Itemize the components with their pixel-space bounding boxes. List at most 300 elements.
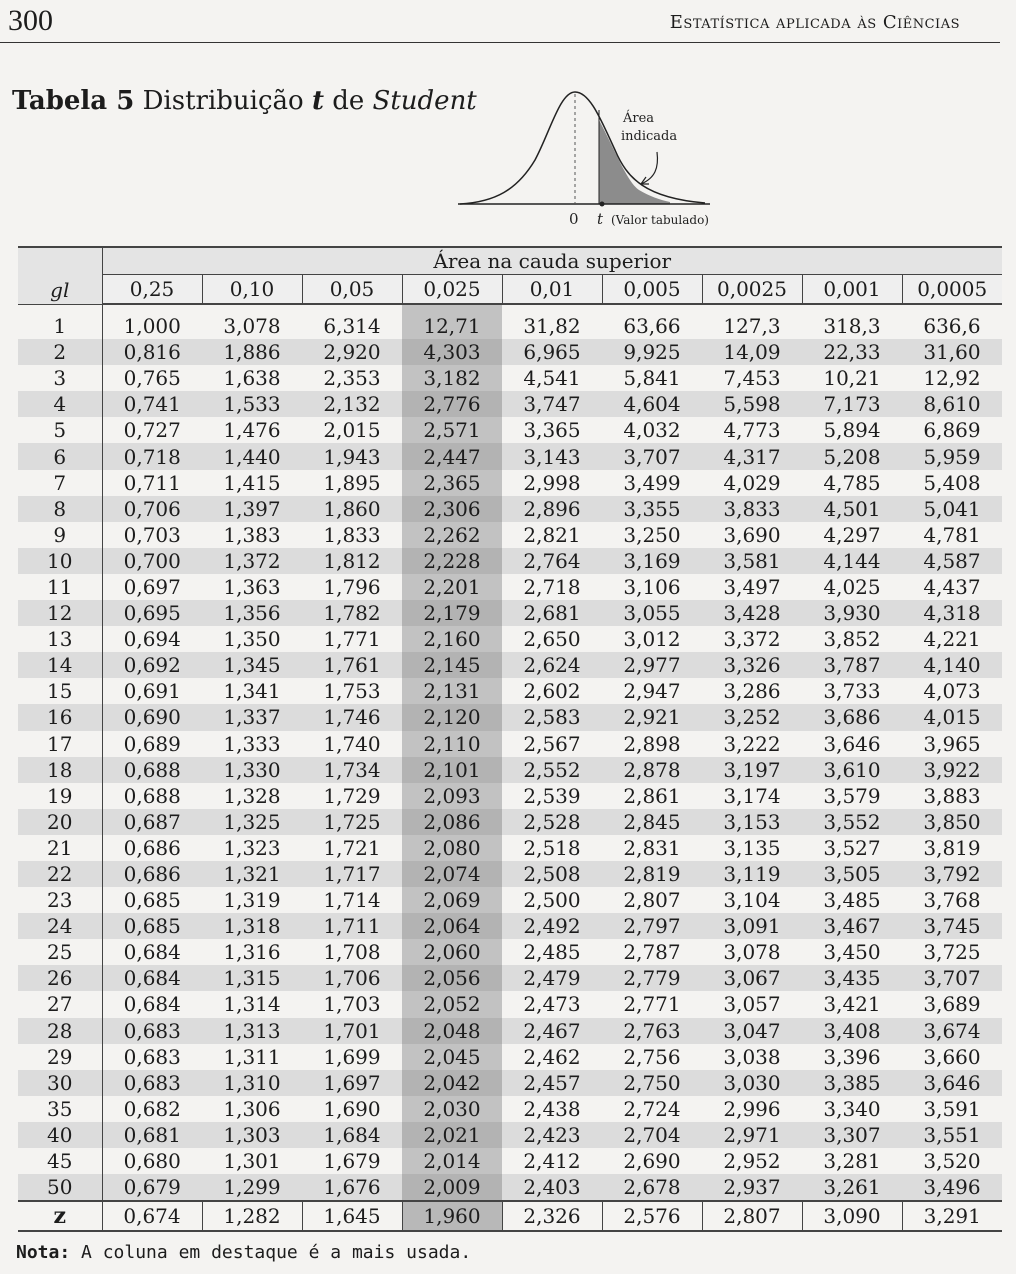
value-cell: 1,299 bbox=[202, 1174, 302, 1201]
value-cell: 2,056 bbox=[402, 965, 502, 991]
value-cell: 2,048 bbox=[402, 1018, 502, 1044]
value-cell: 31,60 bbox=[902, 339, 1002, 365]
column-header: 0,005 bbox=[602, 275, 702, 305]
value-cell: 2,779 bbox=[602, 965, 702, 991]
value-cell: 2,896 bbox=[502, 496, 602, 522]
value-cell: 1,415 bbox=[223, 470, 281, 495]
value-cell: 2,861 bbox=[623, 783, 681, 808]
value-cell: 1,321 bbox=[202, 861, 302, 887]
value-cell: 0,680 bbox=[123, 1149, 181, 1174]
value-cell: 0,689 bbox=[123, 731, 181, 756]
gl-cell: 7 bbox=[18, 470, 102, 496]
value-cell: 1,310 bbox=[202, 1070, 302, 1096]
value-cell: 2,228 bbox=[402, 548, 502, 574]
value-cell: 3,252 bbox=[702, 704, 802, 730]
note-text: A coluna em destaque é a mais usada. bbox=[81, 1242, 472, 1263]
table-row bbox=[18, 304, 1002, 339]
value-cell: 4,303 bbox=[402, 339, 502, 365]
value-cell: 3,792 bbox=[902, 861, 1002, 887]
value-cell: 0,682 bbox=[123, 1096, 181, 1121]
table-row bbox=[18, 626, 1002, 652]
value-cell: 2,086 bbox=[402, 809, 502, 835]
value-cell: 1,313 bbox=[202, 1018, 302, 1044]
value-cell: 31,82 bbox=[523, 314, 581, 339]
column-header: 0,10 bbox=[202, 275, 302, 305]
gl-cell: 22 bbox=[18, 861, 102, 887]
tabulated-label: (Valor tabulado) bbox=[611, 213, 709, 227]
table-row bbox=[18, 861, 1002, 887]
value-cell: 3,119 bbox=[702, 861, 802, 887]
label-arrow bbox=[641, 152, 657, 184]
value-cell: 3,690 bbox=[723, 522, 781, 547]
value-cell: 3,169 bbox=[602, 548, 702, 574]
value-cell: 2,438 bbox=[523, 1096, 581, 1121]
value-cell: 0,686 bbox=[123, 835, 181, 860]
value-cell: 12,92 bbox=[923, 366, 981, 391]
value-cell: 1,000 bbox=[123, 314, 181, 339]
value-cell: 3,787 bbox=[802, 652, 902, 678]
gl-cell: 25 bbox=[18, 939, 102, 965]
value-cell: 1,690 bbox=[323, 1096, 381, 1121]
table-row bbox=[18, 757, 1002, 783]
value-cell: 2,831 bbox=[623, 835, 681, 860]
table-row bbox=[18, 835, 1002, 861]
table-row bbox=[18, 600, 1002, 626]
value-cell: 3,485 bbox=[823, 888, 881, 913]
value-cell: 2,132 bbox=[302, 391, 402, 417]
value-cell: 0,697 bbox=[123, 574, 181, 599]
column-header: 0,025 bbox=[402, 275, 502, 305]
value-cell: 0,683 bbox=[102, 1070, 202, 1096]
value-cell: 3,450 bbox=[823, 940, 881, 965]
title-t: t bbox=[311, 86, 324, 116]
value-cell: 0,703 bbox=[123, 522, 181, 547]
value-cell: 7,173 bbox=[802, 391, 902, 417]
value-cell: 1,679 bbox=[323, 1149, 381, 1174]
value-cell: 5,208 bbox=[802, 443, 902, 469]
value-cell: 0,690 bbox=[102, 704, 202, 730]
table-row bbox=[18, 417, 1002, 443]
value-cell: 2,756 bbox=[623, 1044, 681, 1069]
value-cell: 1,740 bbox=[323, 731, 381, 756]
value-cell: 4,773 bbox=[723, 418, 781, 443]
value-cell: 3,055 bbox=[602, 600, 702, 626]
value-cell: 1,701 bbox=[302, 1018, 402, 1044]
gl-cell: 2 bbox=[18, 339, 102, 365]
area-label-2: indicada bbox=[621, 129, 678, 144]
gl-cell: 18 bbox=[18, 757, 102, 783]
gl-cell: 5 bbox=[18, 417, 102, 443]
value-cell: 3,747 bbox=[502, 391, 602, 417]
table-row bbox=[18, 470, 1002, 496]
gl-cell: 3 bbox=[18, 365, 102, 391]
value-cell: 3,965 bbox=[923, 731, 981, 756]
table-row bbox=[18, 704, 1002, 730]
value-cell: 2,996 bbox=[723, 1096, 781, 1121]
value-cell: 3,143 bbox=[502, 443, 602, 469]
value-cell: 4,073 bbox=[923, 679, 981, 704]
value-cell: 2,947 bbox=[623, 679, 681, 704]
value-cell: 63,66 bbox=[623, 314, 681, 339]
value-cell: 1,372 bbox=[202, 548, 302, 574]
gl-cell: 16 bbox=[18, 704, 102, 730]
value-cell: 2,069 bbox=[402, 887, 502, 913]
table-row bbox=[18, 887, 1002, 913]
value-cell: 0,688 bbox=[102, 757, 202, 783]
value-cell: 3,421 bbox=[823, 992, 881, 1017]
value-cell: 2,539 bbox=[523, 783, 581, 808]
value-cell: 0,688 bbox=[123, 783, 181, 808]
value-cell: 1,350 bbox=[223, 627, 281, 652]
value-cell: 3,819 bbox=[923, 835, 981, 860]
value-cell: 3,396 bbox=[823, 1044, 881, 1069]
value-cell: 2,145 bbox=[402, 652, 502, 678]
value-cell: 3,038 bbox=[723, 1044, 781, 1069]
value-cell: 1,314 bbox=[223, 992, 281, 1017]
value-cell: 0,711 bbox=[123, 470, 181, 495]
value-cell: 0,687 bbox=[102, 809, 202, 835]
value-cell: 2,518 bbox=[523, 835, 581, 860]
value-cell: 3,174 bbox=[723, 783, 781, 808]
value-cell: 1,684 bbox=[302, 1122, 402, 1148]
value-cell: 2,262 bbox=[402, 522, 502, 548]
value-cell: 2,819 bbox=[602, 861, 702, 887]
value-cell: 2,750 bbox=[602, 1070, 702, 1096]
table-row bbox=[18, 522, 1002, 548]
value-cell: 3,030 bbox=[702, 1070, 802, 1096]
value-cell: 3,610 bbox=[802, 757, 902, 783]
gl-cell: 45 bbox=[18, 1148, 102, 1174]
value-cell: 318,3 bbox=[823, 314, 881, 339]
value-cell: 3,496 bbox=[902, 1174, 1002, 1201]
value-cell: 5,598 bbox=[702, 391, 802, 417]
gl-cell: 10 bbox=[18, 548, 102, 574]
value-cell: 0,765 bbox=[123, 366, 181, 391]
value-cell: 3,527 bbox=[823, 835, 881, 860]
value-cell: 2,473 bbox=[523, 992, 581, 1017]
value-cell: 1,676 bbox=[302, 1174, 402, 1201]
gl-header: gl bbox=[18, 247, 102, 304]
value-cell: 1,337 bbox=[202, 704, 302, 730]
value-cell: 127,3 bbox=[723, 314, 781, 339]
value-cell: 2,508 bbox=[502, 861, 602, 887]
value-cell: 1,325 bbox=[202, 809, 302, 835]
value-cell: 4,587 bbox=[902, 548, 1002, 574]
value-cell: 1,397 bbox=[202, 496, 302, 522]
z-value-cell: 1,282 bbox=[202, 1201, 302, 1231]
value-cell: 3,725 bbox=[923, 940, 981, 965]
value-cell: 1,699 bbox=[323, 1044, 381, 1069]
zero-label: 0 bbox=[569, 210, 579, 228]
table-row bbox=[18, 496, 1002, 522]
z-value-cell: 3,090 bbox=[802, 1201, 902, 1231]
value-cell: 3,497 bbox=[723, 574, 781, 599]
value-cell: 3,197 bbox=[702, 757, 802, 783]
z-value-cell: 2,326 bbox=[502, 1201, 602, 1231]
value-cell: 2,998 bbox=[523, 470, 581, 495]
value-cell: 2,179 bbox=[402, 600, 502, 626]
value-cell: 2,845 bbox=[602, 809, 702, 835]
gl-cell: 1 bbox=[18, 304, 102, 339]
value-cell: 4,317 bbox=[702, 443, 802, 469]
value-cell: 3,733 bbox=[823, 679, 881, 704]
value-cell: 0,691 bbox=[123, 679, 181, 704]
table-row bbox=[18, 939, 1002, 965]
gl-cell: 50 bbox=[18, 1174, 102, 1201]
z-value-cell: 2,807 bbox=[702, 1201, 802, 1231]
title-student: Student bbox=[372, 86, 477, 116]
value-cell: 1,345 bbox=[202, 652, 302, 678]
value-cell: 1,318 bbox=[202, 913, 302, 939]
gl-cell: 4 bbox=[18, 391, 102, 417]
value-cell: 0,694 bbox=[123, 627, 181, 652]
value-cell: 2,678 bbox=[602, 1174, 702, 1201]
value-cell: 2,080 bbox=[402, 835, 502, 861]
value-cell: 5,959 bbox=[902, 443, 1002, 469]
value-cell: 0,685 bbox=[102, 913, 202, 939]
value-cell: 2,060 bbox=[402, 939, 502, 965]
table-row bbox=[18, 548, 1002, 574]
value-cell: 1,476 bbox=[223, 418, 281, 443]
value-cell: 1,734 bbox=[302, 757, 402, 783]
value-cell: 2,021 bbox=[402, 1122, 502, 1148]
value-cell: 1,725 bbox=[302, 809, 402, 835]
table-row bbox=[18, 1148, 1002, 1174]
value-cell: 5,841 bbox=[623, 366, 681, 391]
value-cell: 3,883 bbox=[923, 783, 981, 808]
gl-cell: 29 bbox=[18, 1044, 102, 1070]
value-cell: 2,821 bbox=[523, 522, 581, 547]
value-cell: 1,316 bbox=[223, 940, 281, 965]
value-cell: 2,690 bbox=[623, 1149, 681, 1174]
value-cell: 3,467 bbox=[802, 913, 902, 939]
value-cell: 2,045 bbox=[402, 1044, 502, 1070]
gl-cell: 23 bbox=[18, 887, 102, 913]
value-cell: 3,852 bbox=[823, 627, 881, 652]
value-cell: 3,012 bbox=[623, 627, 681, 652]
value-cell: 1,303 bbox=[202, 1122, 302, 1148]
value-cell: 3,281 bbox=[823, 1149, 881, 1174]
value-cell: 3,326 bbox=[702, 652, 802, 678]
value-cell: 1,753 bbox=[323, 679, 381, 704]
column-header-row bbox=[18, 275, 1002, 305]
value-cell: 5,408 bbox=[923, 470, 981, 495]
value-cell: 4,140 bbox=[902, 652, 1002, 678]
table-label: Tabela 5 bbox=[12, 86, 135, 116]
value-cell: 3,047 bbox=[702, 1018, 802, 1044]
value-cell: 4,015 bbox=[902, 704, 1002, 730]
value-cell: 1,306 bbox=[223, 1096, 281, 1121]
value-cell: 1,782 bbox=[302, 600, 402, 626]
value-cell: 2,365 bbox=[402, 470, 502, 496]
title-text-b: de bbox=[332, 86, 365, 116]
value-cell: 2,064 bbox=[402, 913, 502, 939]
value-cell: 2,052 bbox=[402, 991, 502, 1017]
value-cell: 0,683 bbox=[123, 1044, 181, 1069]
value-cell: 3,385 bbox=[802, 1070, 902, 1096]
value-cell: 1,812 bbox=[302, 548, 402, 574]
value-cell: 2,937 bbox=[702, 1174, 802, 1201]
value-cell: 1,363 bbox=[223, 574, 281, 599]
column-header: 0,01 bbox=[502, 275, 602, 305]
value-cell: 2,492 bbox=[502, 913, 602, 939]
value-cell: 3,646 bbox=[902, 1070, 1002, 1096]
value-cell: 2,353 bbox=[323, 366, 381, 391]
value-cell: 2,776 bbox=[402, 391, 502, 417]
value-cell: 0,684 bbox=[102, 965, 202, 991]
value-cell: 2,030 bbox=[402, 1096, 502, 1122]
value-cell: 2,131 bbox=[402, 678, 502, 704]
value-cell: 3,307 bbox=[802, 1122, 902, 1148]
value-cell: 3,660 bbox=[923, 1044, 981, 1069]
value-cell: 2,764 bbox=[502, 548, 602, 574]
table-row bbox=[18, 965, 1002, 991]
value-cell: 2,921 bbox=[602, 704, 702, 730]
value-cell: 2,120 bbox=[402, 704, 502, 730]
gl-cell: 9 bbox=[18, 522, 102, 548]
value-cell: 3,689 bbox=[923, 992, 981, 1017]
value-cell: 8,610 bbox=[902, 391, 1002, 417]
gl-cell: 19 bbox=[18, 783, 102, 809]
value-cell: 3,686 bbox=[802, 704, 902, 730]
running-head: Estatística aplicada às Ciências bbox=[669, 12, 960, 33]
value-cell: 2,650 bbox=[523, 627, 581, 652]
value-cell: 2,160 bbox=[402, 626, 502, 652]
value-cell: 3,261 bbox=[802, 1174, 902, 1201]
value-cell: 1,301 bbox=[223, 1149, 281, 1174]
column-header: 0,05 bbox=[302, 275, 402, 305]
value-cell: 1,330 bbox=[202, 757, 302, 783]
z-value-cell: 3,291 bbox=[902, 1201, 1002, 1231]
value-cell: 4,144 bbox=[802, 548, 902, 574]
value-cell: 4,029 bbox=[723, 470, 781, 495]
value-cell: 3,078 bbox=[723, 940, 781, 965]
value-cell: 1,533 bbox=[202, 391, 302, 417]
value-cell: 1,356 bbox=[202, 600, 302, 626]
value-cell: 3,428 bbox=[702, 600, 802, 626]
z-value-cell: 1,960 bbox=[402, 1201, 502, 1231]
value-cell: 0,741 bbox=[102, 391, 202, 417]
value-cell: 2,571 bbox=[402, 417, 502, 443]
value-cell: 2,423 bbox=[502, 1122, 602, 1148]
t-table bbox=[18, 246, 1002, 1232]
value-cell: 6,869 bbox=[923, 418, 981, 443]
value-cell: 0,727 bbox=[123, 418, 181, 443]
value-cell: 0,684 bbox=[123, 992, 181, 1017]
value-cell: 1,761 bbox=[302, 652, 402, 678]
value-cell: 1,319 bbox=[223, 888, 281, 913]
value-cell: 3,833 bbox=[702, 496, 802, 522]
z-label-cell: z bbox=[18, 1201, 102, 1231]
super-header: Área na cauda superior bbox=[102, 247, 1002, 275]
value-cell: 0,718 bbox=[102, 443, 202, 469]
value-cell: 3,930 bbox=[802, 600, 902, 626]
value-cell: 1,383 bbox=[223, 522, 281, 547]
table-row bbox=[18, 1122, 1002, 1148]
z-value-cell: 0,674 bbox=[102, 1201, 202, 1231]
gl-cell: 28 bbox=[18, 1018, 102, 1044]
value-cell: 0,679 bbox=[102, 1174, 202, 1201]
value-cell: 3,222 bbox=[723, 731, 781, 756]
table-title bbox=[12, 86, 477, 116]
gl-cell: 11 bbox=[18, 574, 102, 600]
table-row bbox=[18, 1044, 1002, 1070]
value-cell: 1,895 bbox=[323, 470, 381, 495]
value-cell: 2,009 bbox=[402, 1174, 502, 1201]
value-cell: 2,528 bbox=[502, 809, 602, 835]
value-cell: 3,286 bbox=[723, 679, 781, 704]
value-cell: 2,479 bbox=[502, 965, 602, 991]
value-cell: 6,314 bbox=[323, 314, 381, 339]
value-cell: 3,067 bbox=[702, 965, 802, 991]
value-cell: 4,604 bbox=[602, 391, 702, 417]
value-cell: 3,153 bbox=[702, 809, 802, 835]
value-cell: 2,787 bbox=[623, 940, 681, 965]
value-cell: 1,315 bbox=[202, 965, 302, 991]
value-cell: 3,707 bbox=[902, 965, 1002, 991]
value-cell: 4,025 bbox=[823, 574, 881, 599]
value-cell: 2,583 bbox=[502, 704, 602, 730]
gl-cell: 35 bbox=[18, 1096, 102, 1122]
value-cell: 2,467 bbox=[502, 1018, 602, 1044]
value-cell: 1,771 bbox=[323, 627, 381, 652]
value-cell: 2,014 bbox=[402, 1148, 502, 1174]
gl-cell: 30 bbox=[18, 1070, 102, 1096]
value-cell: 2,624 bbox=[502, 652, 602, 678]
value-cell: 2,681 bbox=[502, 600, 602, 626]
value-cell: 3,078 bbox=[223, 314, 281, 339]
value-cell: 2,074 bbox=[402, 861, 502, 887]
value-cell: 3,768 bbox=[923, 888, 981, 913]
table-row bbox=[18, 991, 1002, 1017]
value-cell: 1,311 bbox=[223, 1044, 281, 1069]
value-cell: 1,796 bbox=[323, 574, 381, 599]
value-cell: 1,703 bbox=[323, 992, 381, 1017]
value-cell: 3,646 bbox=[823, 731, 881, 756]
value-cell: 2,724 bbox=[623, 1096, 681, 1121]
value-cell: 3,520 bbox=[923, 1149, 981, 1174]
value-cell: 3,591 bbox=[923, 1096, 981, 1121]
value-cell: 3,579 bbox=[823, 783, 881, 808]
value-cell: 3,135 bbox=[723, 835, 781, 860]
gl-cell: 21 bbox=[18, 835, 102, 861]
value-cell: 3,552 bbox=[802, 809, 902, 835]
table-row bbox=[18, 652, 1002, 678]
z-value-cell: 1,645 bbox=[302, 1201, 402, 1231]
table-row bbox=[18, 809, 1002, 835]
table-row bbox=[18, 1018, 1002, 1044]
value-cell: 2,500 bbox=[523, 888, 581, 913]
value-cell: 3,505 bbox=[802, 861, 902, 887]
value-cell: 2,447 bbox=[402, 443, 502, 469]
value-cell: 0,706 bbox=[102, 496, 202, 522]
value-cell: 2,552 bbox=[502, 757, 602, 783]
value-cell: 2,797 bbox=[602, 913, 702, 939]
value-cell: 4,297 bbox=[823, 522, 881, 547]
value-cell: 7,453 bbox=[723, 366, 781, 391]
table-note bbox=[16, 1242, 471, 1263]
t-marker bbox=[600, 202, 605, 207]
table-row bbox=[18, 339, 1002, 365]
value-cell: 1,729 bbox=[323, 783, 381, 808]
table-row bbox=[18, 1174, 1002, 1201]
value-cell: 2,042 bbox=[402, 1070, 502, 1096]
value-cell: 3,372 bbox=[723, 627, 781, 652]
value-cell: 2,718 bbox=[523, 574, 581, 599]
value-cell: 2,878 bbox=[602, 757, 702, 783]
value-cell: 1,638 bbox=[223, 366, 281, 391]
value-cell: 2,771 bbox=[623, 992, 681, 1017]
